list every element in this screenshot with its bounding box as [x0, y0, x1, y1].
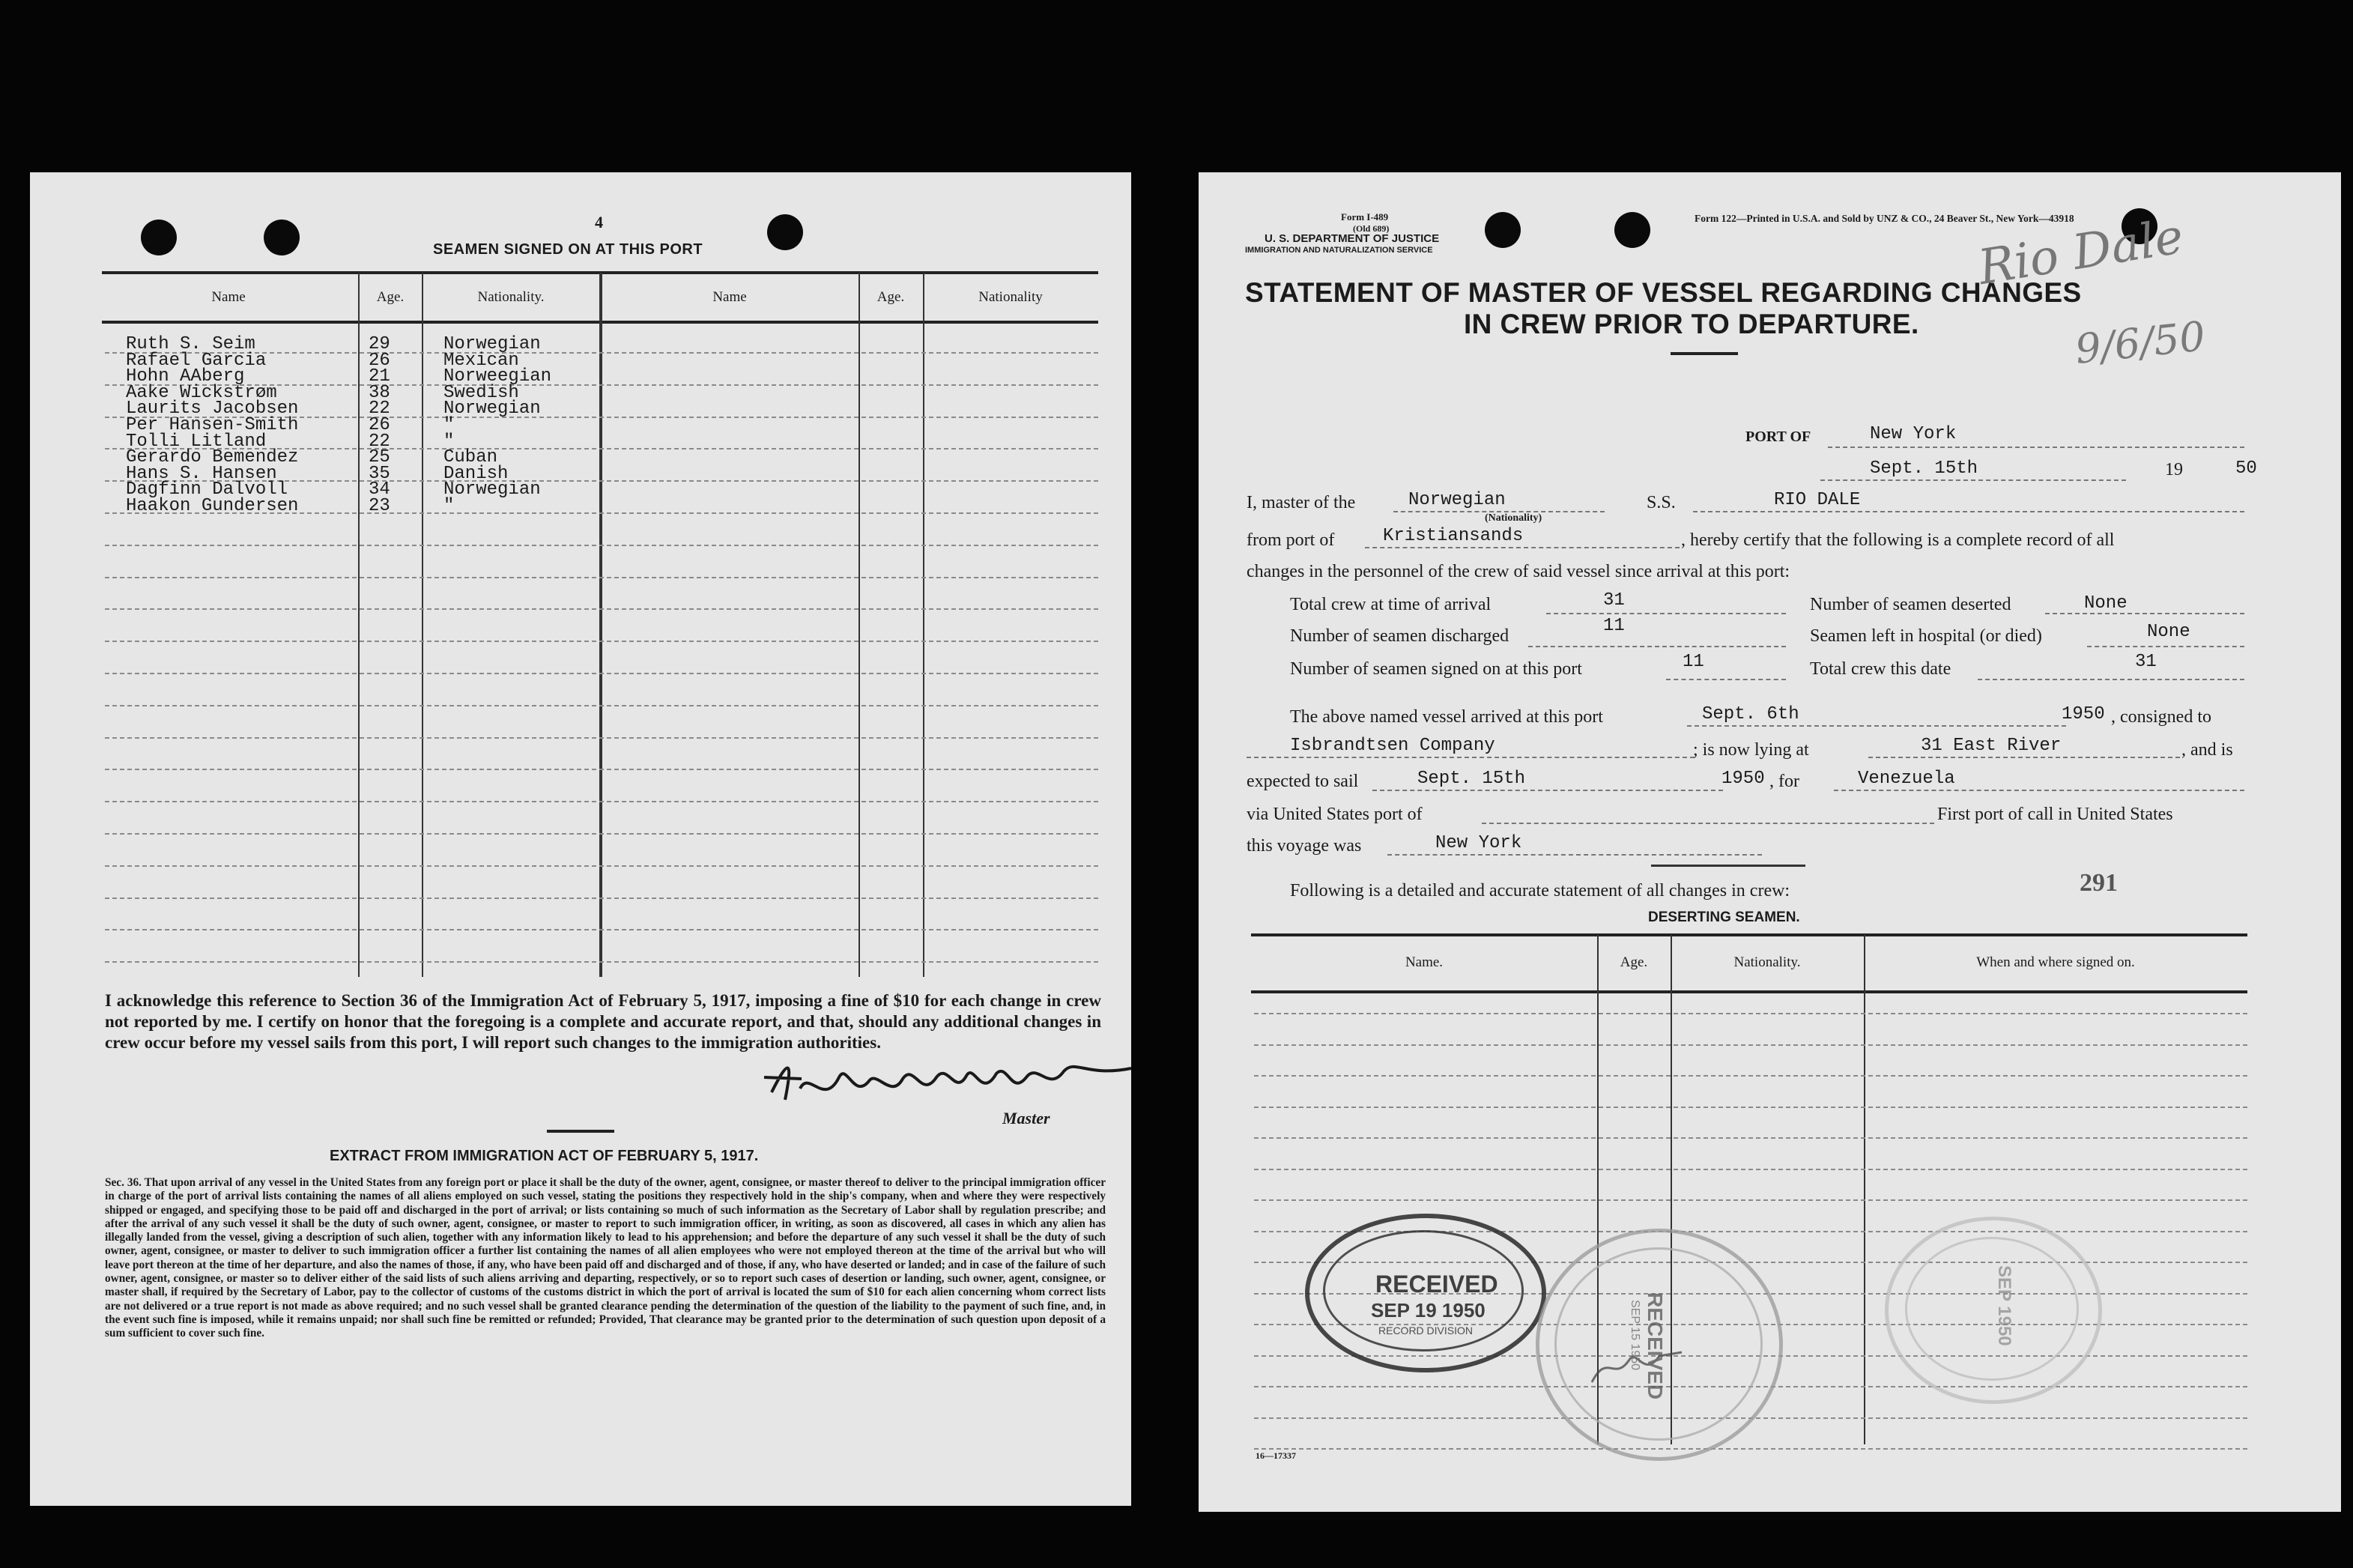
total-crew-line	[1978, 679, 2244, 680]
expected-year: 1950	[1721, 769, 1765, 789]
crew-name: Haakon Gundersen	[126, 496, 299, 516]
crew-name: Hohn AAberg	[126, 366, 245, 387]
row-rule	[105, 608, 1098, 610]
port-value: New York	[1870, 424, 1957, 444]
deserting-col-name: Name.	[1405, 954, 1444, 970]
row-rule	[105, 769, 1098, 770]
col-header-nationality-2: Nationality	[978, 289, 1043, 305]
form-title-line2: IN CREW PRIOR TO DEPARTURE.	[1464, 309, 1919, 339]
crew-age: 38	[369, 382, 390, 403]
signed-on-value: 11	[1683, 652, 1704, 672]
total-crew-date-label: Total crew this date	[1810, 659, 1951, 679]
form-title-line1: STATEMENT OF MASTER OF VESSEL REGARDING CHANGES	[1245, 277, 2082, 308]
crew-nationality: Norwegian	[443, 334, 541, 354]
crew-age: 22	[369, 431, 390, 452]
expected-line	[1372, 790, 1723, 791]
row-rule	[105, 929, 1098, 930]
arrived-label: The above named vessel arrived at this port	[1290, 707, 1603, 727]
crew-name: Tolli Litland	[126, 431, 267, 452]
from-port-value: Kristiansands	[1383, 526, 1524, 546]
handwritten-vessel: Rio Dale	[1974, 208, 2187, 297]
crew-nationality: Mexican	[443, 350, 519, 371]
crew-age: 23	[369, 496, 390, 516]
title-rule	[1671, 352, 1738, 355]
signature-role: Master	[1002, 1109, 1050, 1127]
second-stamp	[1536, 1229, 1783, 1461]
arrived-value: Sept. 6th	[1702, 704, 1799, 724]
acknowledgment-text: I acknowledge this reference to Section 36 of the Immigration Act of February 5, 1917, imposing a fine of $10 for each change in crew not reported by me. I certify on honor that the foregoing is a complete and accurate report, and that, should any additional changes in crew occur before my vessel sails from this port, I will report such changes to the immigration authorities.	[105, 991, 1101, 1052]
row-rule	[105, 545, 1098, 546]
crew-age: 21	[369, 366, 390, 387]
row-rule	[1254, 1044, 2247, 1046]
row-rule	[1254, 1448, 2247, 1450]
crew-age: 26	[369, 415, 390, 435]
lying-label: ; is now lying at	[1693, 740, 1809, 760]
lying-value: 31 East River	[1921, 736, 2062, 756]
stamp-date-text: SEP 19 1950	[1371, 1299, 1486, 1322]
master-signature	[742, 1047, 1161, 1115]
deserting-col-signed: When and where signed on.	[1976, 954, 2135, 970]
hospital-label: Seamen left in hospital (or died)	[1810, 626, 2042, 646]
service: IMMIGRATION AND NATURALIZATION SERVICE	[1245, 246, 1433, 255]
from-port-line	[1365, 547, 1680, 548]
row-rule	[105, 641, 1098, 642]
certify-text: , hereby certify that the following is a complete record of all	[1681, 530, 2115, 550]
row-rule	[105, 801, 1098, 802]
row-rule	[105, 705, 1098, 706]
signed-on-label: Number of seamen signed on at this port	[1290, 659, 1582, 679]
arrived-line	[1687, 725, 2066, 727]
row-rule	[105, 961, 1098, 963]
crew-name: Dagfinn Dalvoll	[126, 479, 288, 500]
voyage-line	[1387, 854, 1762, 856]
stamp2-text: RECEIVED	[1644, 1292, 1667, 1400]
consigned-label: , consigned to	[2111, 707, 2211, 727]
punch-hole	[1485, 212, 1521, 248]
total-crew-date-value: 31	[2135, 652, 2157, 672]
consignee-line	[1247, 757, 1695, 758]
ss-label: S.S.	[1647, 493, 1676, 512]
destination-line	[1834, 790, 2244, 791]
printer-note: Form 122—Printed in U.S.A. and Sold by UNZ & CO., 24 Beaver St., New York—43918	[1695, 213, 2074, 224]
crew-nationality: Danish	[443, 463, 509, 484]
deserting-header-rule	[1251, 990, 2247, 993]
punch-hole	[264, 220, 300, 255]
row-rule	[105, 673, 1098, 674]
col-header-name: Name	[211, 289, 246, 305]
port-label: PORT OF	[1745, 429, 1811, 445]
crew-name: Aake Wickstrøm	[126, 382, 277, 403]
changes-text: changes in the personnel of the crew of said vessel since arrival at this port:	[1247, 562, 1790, 581]
deserting-col-age: Age.	[1620, 954, 1648, 970]
form-number: Form I-489	[1341, 211, 1389, 223]
crew-name: Laurits Jacobsen	[126, 399, 299, 420]
crew-name: Rafael Garcia	[126, 350, 267, 371]
punch-hole	[141, 220, 177, 255]
from-port-label: from port of	[1247, 530, 1335, 550]
crew-nationality: "	[443, 415, 455, 435]
crew-name: Per Hansen-Smith	[126, 415, 299, 435]
hospital-line	[2087, 646, 2244, 647]
crew-nationality: Norwegian	[443, 479, 541, 500]
total-crew-arrival-value: 31	[1603, 590, 1625, 611]
following-label: Following is a detailed and accurate statement of all changes in crew:	[1290, 881, 1790, 900]
via-label: via United States port of	[1247, 805, 1423, 824]
voyage-label: this voyage was	[1247, 836, 1362, 856]
col-divider	[422, 273, 423, 977]
and-is: , and is	[2181, 740, 2233, 760]
expected-label: expected to sail	[1247, 772, 1359, 791]
crew-age: 29	[369, 334, 390, 354]
received-stamp	[1305, 1214, 1546, 1372]
voyage-underline	[1651, 865, 1805, 867]
stamp-signature	[1584, 1345, 1689, 1390]
year-value: 50	[2235, 458, 2257, 479]
stamp-received-text: RECEIVED	[1375, 1271, 1498, 1298]
extract-title: EXTRACT FROM IMMIGRATION ACT OF FEBRUARY 5, 1917.	[330, 1148, 759, 1164]
crew-nationality: Swedish	[443, 382, 519, 403]
col-divider	[858, 273, 860, 977]
expected-value: Sept. 15th	[1417, 769, 1526, 789]
row-rule	[1254, 1199, 2247, 1201]
discharged-value: 11	[1603, 616, 1625, 636]
row-rule	[1254, 1107, 2247, 1108]
via-line	[1482, 823, 1934, 824]
date-line	[1820, 479, 2126, 481]
signed-on-line	[1666, 679, 1786, 680]
ship-line	[1693, 511, 2244, 512]
deserting-title: DESERTING SEAMEN.	[1648, 909, 1800, 925]
total-crew-arrival-label: Total crew at time of arrival	[1290, 595, 1492, 614]
col-header-nationality: Nationality.	[477, 289, 545, 305]
form-old: (Old 689)	[1353, 223, 1390, 234]
crew-nationality: Norweegian	[443, 366, 552, 387]
arrival-line	[1546, 613, 1786, 614]
deserting-col-nationality: Nationality.	[1733, 954, 1801, 970]
stamp-division-text: RECORD DIVISION	[1378, 1325, 1474, 1337]
row-rule	[105, 737, 1098, 739]
row-rule	[105, 897, 1098, 899]
deserted-label: Number of seamen deserted	[1810, 595, 2011, 614]
lying-line	[1868, 757, 2180, 758]
row-rule	[1254, 1013, 2247, 1014]
third-stamp	[1885, 1217, 2102, 1404]
stamp-number: 291	[2080, 869, 2118, 897]
col-divider	[599, 273, 602, 977]
row-rule	[105, 577, 1098, 578]
first-port-label: First port of call in United States	[1937, 805, 2173, 824]
voyage-value: New York	[1435, 833, 1522, 853]
col-header-age-2: Age.	[876, 289, 905, 305]
crew-name: Gerardo Bemendez	[126, 447, 299, 468]
deserted-line	[2045, 613, 2244, 614]
col-header-name-2: Name	[712, 289, 747, 305]
row-rule	[1254, 1137, 2247, 1139]
discharged-line	[1528, 646, 1786, 647]
crew-age: 35	[369, 463, 390, 484]
crew-nationality: Cuban	[443, 447, 498, 468]
divider-rule	[547, 1130, 614, 1133]
discharged-label: Number of seamen discharged	[1290, 626, 1509, 646]
crew-age: 22	[369, 399, 390, 420]
crew-age: 25	[369, 447, 390, 468]
crew-name: Hans S. Hansen	[126, 463, 277, 484]
master-label: I, master of the	[1247, 493, 1356, 512]
row-rule	[105, 865, 1098, 867]
nationality-caption: (Nationality)	[1485, 512, 1542, 524]
ship-value: RIO DALE	[1774, 490, 1861, 510]
section-title: SEAMEN SIGNED ON AT THIS PORT	[433, 241, 703, 258]
crew-nationality: "	[443, 431, 455, 452]
destination-value: Venezuela	[1858, 769, 1955, 789]
col-divider	[923, 273, 924, 977]
handwritten-date: 9/6/50	[2073, 312, 2208, 373]
row-rule	[1254, 1075, 2247, 1077]
department: U. S. DEPARTMENT OF JUSTICE	[1265, 232, 1440, 245]
arrived-year: 1950	[2062, 704, 2105, 724]
punch-hole	[1614, 212, 1650, 248]
consignee-value: Isbrandtsen Company	[1290, 736, 1495, 756]
col-divider	[358, 273, 360, 977]
for-label: , for	[1769, 772, 1799, 791]
deserted-value: None	[2084, 593, 2128, 614]
stamp2-date: SEP 15 1950	[1629, 1300, 1641, 1371]
stamp3-text: SEP 1950	[1994, 1265, 2014, 1346]
port-line	[1828, 447, 2244, 448]
crew-age: 26	[369, 350, 390, 371]
page-number: 4	[595, 213, 603, 231]
deserting-top-rule	[1251, 933, 2247, 936]
extract-text: Sec. 36. That upon arrival of any vessel in the United States from any foreign port or place it shall be the duty of the owner, agent, consignee, or master thereof to deliver to the principal immigration officer in charge of the port of arrival lists containing the names of all aliens employed on such vessel, stating the positions they respectively hold in the ship's company, when and where they were respectively shipped or engaged, and specifying those to be paid off and discharged in the port of arrival; or lists containing so much of such information as the Secretary of Labor shall by regulation prescribe; and after the arrival of any such vessel it shall be the duty of such owner, agent, consignee, or master to report to such immigration officer, in writing, as soon as discovered, all cases in which any alien has illegally landed from the vessel, giving a description of such alien, together with any information likely to lead to his apprehension; and before the departure of any such vessel it shall be the duty of such owner, agent, consignee, or master to deliver to such immigration officer a further list containing the names of all alien employees who were not employed thereon at the time of the arrival but who will leave port thereon at the time of her departure, and also the names of those, if any, who have been paid off and discharged and of those, if any, who have deserted or landed; and in case of the failure of such owner, agent, consignee, or master so to deliver either of the said lists of such aliens arriving and departing, respectively, or so to report such cases of desertion or landing, such owner, agent, consignee, or master shall, if required by the Secretary of Labor, pay to the collector of customs of the customs district in which the port of arrival is located the sum of $10 for each alien concerning whom correct lists are not delivered or a true report is not made as above required; and no such vessel shall be granted clearance pending the determination of the question of the liability to the payment of such fine, and, in the event such fine is imposed, while it remains unpaid; nor shall such fine be remitted or refunded; Provided, That clearance may be granted prior to the determination of such question upon deposit of a sum sufficient to cover such fine.	[105, 1176, 1106, 1340]
crew-nationality: "	[443, 496, 455, 516]
row-rule	[105, 833, 1098, 835]
crew-age: 34	[369, 479, 390, 500]
row-rule	[1254, 1169, 2247, 1170]
col-divider	[1864, 935, 1865, 1444]
crew-name: Ruth S. Seim	[126, 334, 255, 354]
year-prefix: 19	[2165, 460, 2183, 479]
nationality-value: Norwegian	[1408, 490, 1506, 510]
hospital-value: None	[2147, 622, 2190, 642]
col-header-age: Age.	[376, 289, 405, 305]
footer-code: 16—17337	[1256, 1450, 1296, 1461]
crew-nationality: Norwegian	[443, 399, 541, 420]
punch-hole	[767, 214, 803, 250]
date-value: Sept. 15th	[1870, 458, 1978, 479]
